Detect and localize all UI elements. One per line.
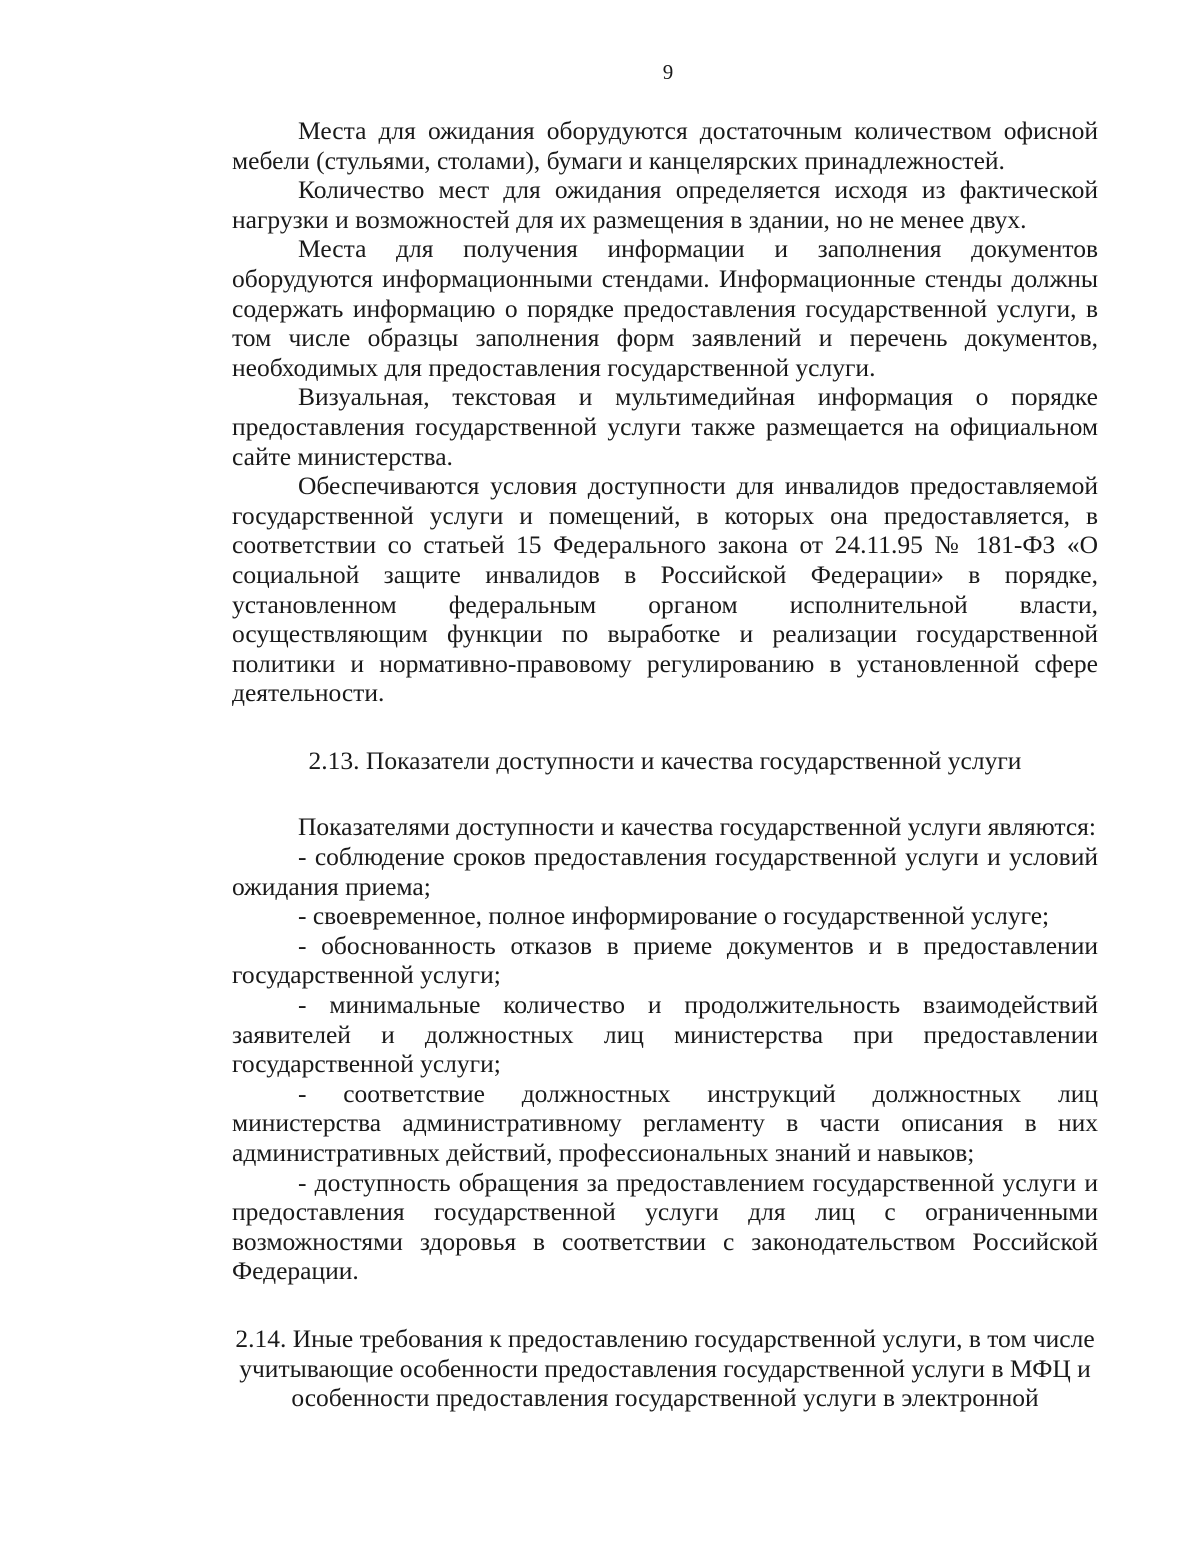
section-2-13-intro: Показателями доступности и качества государственной услуги являются: [298,812,1096,842]
list-item: - обоснованность отказов в приеме документов и в предоставлении государственной услуги; [232,930,1098,990]
list-item: - минимальные количество и продолжительность взаимодействий заявителей и должностных лиц министерства при предоставлении государственной услуги; [232,990,1098,1079]
paragraph-waiting-count: Количество мест для ожидания определяется исходя из фактической нагрузки и возможностей для их размещения в здании, но не менее двух. [232,175,1098,234]
paragraph-accessibility: Обеспечиваются условия доступности для инвалидов предоставляемой государственной услуги и помещений, в которых она предоставляется, в соответствии со статьей 15 Федерального закона от 24.11.95 № 181-ФЗ «О социальной защите инвалидов в Российской Федерации» в порядке, установленном федеральным органом исполнительной власти, осуществляющим функции по выработке и реализации государственной политики и нормативно-правовому регулированию в установленной сфере деятельности. [232,471,1098,708]
section-heading-2-14: 2.14. Иные требования к предоставлению государственной услуги, в том числе учитывающие особенности предоставления государственной услуги в МФЦ и особенности предоставления государственной услуги в электронной [235,1323,1095,1413]
list-item: - своевременное, полное информирование о государственной услуге; [298,901,1050,931]
list-item: - соблюдение сроков предоставления государственной услуги и условий ожидания приема; [232,842,1098,901]
paragraph-waiting-furniture: Места для ожидания оборудуются достаточным количеством офисной мебели (стульями, столами), бумаги и канцелярских принадлежностей. [232,116,1098,175]
paragraph-information-stands: Места для получения информации и заполнения документов оборудуются информационными стендами. Информационные стенды должны содержать информацию о порядке предоставления государственной услуги, в том числе образцы заполнения форм заявлений и перечень документов, необходимых для предоставления государственной услуги. [232,234,1098,382]
list-item: - доступность обращения за предоставлением государственной услуги и предоставления государственной услуги для лиц с ограниченными возможностями здоровья в соответствии с законодательством Российской Федерации. [232,1167,1098,1286]
paragraph-website-information: Визуальная, текстовая и мультимедийная информация о порядке предоставления государственной услуги также размещается на официальном сайте министерства. [232,382,1098,471]
document-body [232,116,1098,1413]
section-heading-2-13: 2.13. Показатели доступности и качества государственной услуги [308,745,1022,775]
page-number: 9 [662,60,674,84]
list-item: - соответствие должностных инструкций должностных лиц министерства административному регламенту в части описания в них административных действий, профессиональных знаний и навыков; [232,1078,1098,1167]
